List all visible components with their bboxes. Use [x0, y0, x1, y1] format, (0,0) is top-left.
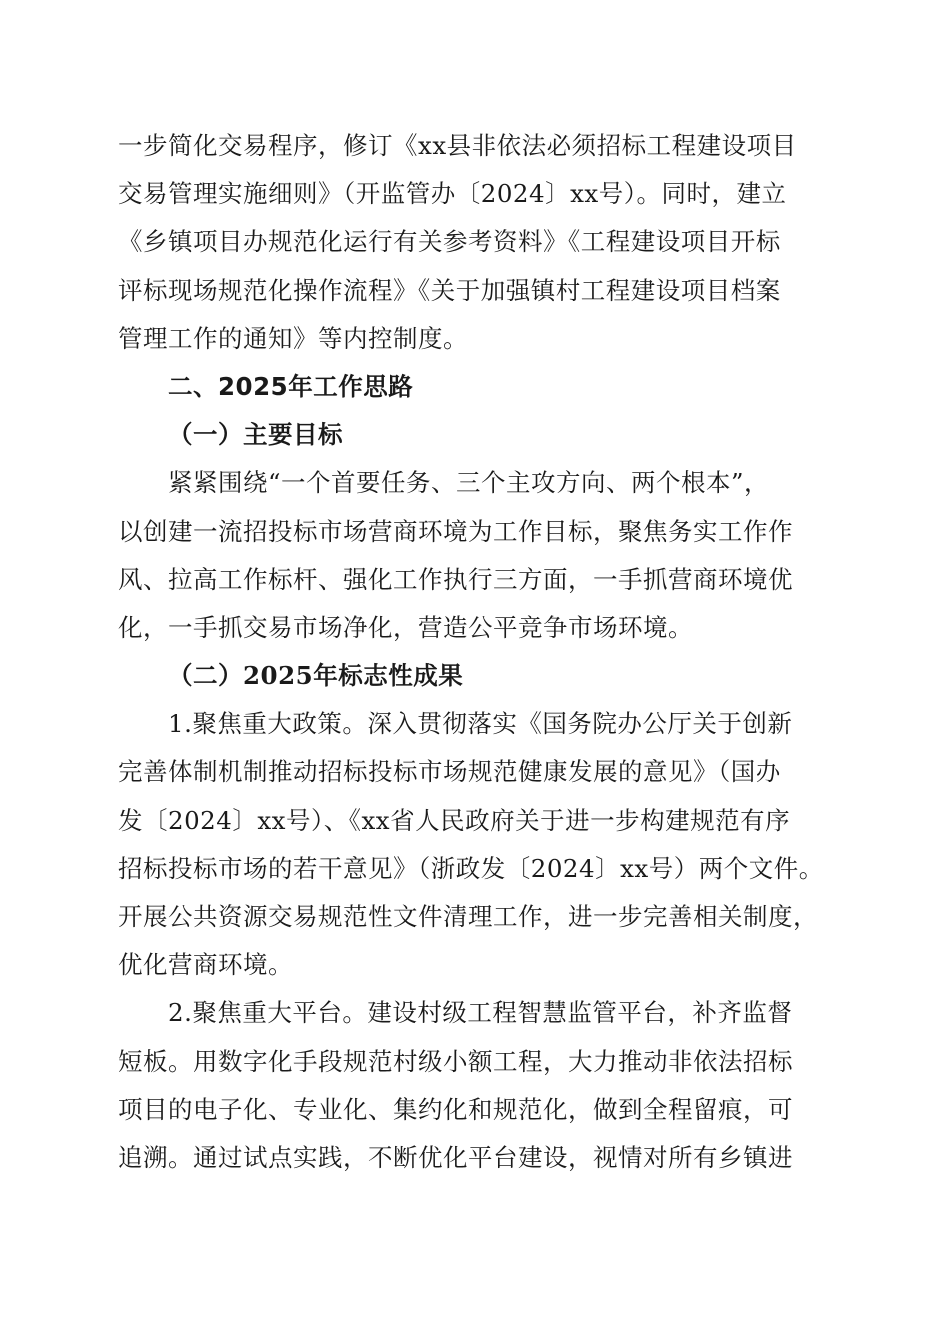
document-body: [118, 122, 838, 1182]
text-line: 2.聚焦重大平台。建设村级工程智慧监管平台，补齐监督: [168, 998, 793, 1028]
text-line: 开展公共资源交易规范性文件清理工作，进一步完善相关制度，: [118, 902, 818, 931]
text-line: 1.聚焦重大政策。深入贯彻落实《国务院办公厅关于创新: [168, 709, 793, 739]
text-line: 一步简化交易程序，修订《xx县非依法必须招标工程建设项目: [118, 131, 797, 160]
text-line: 评标现场规范化操作流程》《关于加强镇村工程建设项目档案: [118, 275, 781, 305]
text-line: 追溯。通过试点实践，不断优化平台建设，视情对所有乡镇进: [118, 1142, 793, 1172]
text-line: 以创建一流招投标市场营商环境为工作目标，聚焦务实工作作: [118, 516, 793, 546]
section-heading-2025-plan: 二、2025年工作思路: [168, 371, 414, 401]
paragraph-major-policies: [118, 700, 838, 989]
text-line: 《乡镇项目办规范化运行有关参考资料》《工程建设项目开标: [118, 227, 781, 257]
subsection-heading-landmark-results: （二）2025年标志性成果: [168, 661, 464, 691]
text-line: 管理工作的通知》等内控制度。: [118, 323, 468, 353]
subsection-heading-main-goals: （一）主要目标: [168, 420, 343, 450]
text-line: 优化营商环境。: [118, 950, 293, 980]
text-line: 完善体制机制推动招标投标市场规范健康发展的意见》（国办: [118, 757, 781, 787]
text-line: 招标投标市场的若干意见》（浙政发〔2024〕xx号）两个文件。: [118, 853, 824, 883]
text-line: 风、拉高工作标杆、强化工作执行三方面，一手抓营商环境优: [118, 564, 793, 594]
paragraph-major-platforms: [118, 989, 838, 1182]
paragraph-main-goals: [118, 459, 838, 652]
text-line: 项目的电子化、专业化、集约化和规范化，做到全程留痕，可: [118, 1094, 793, 1124]
text-line: 紧紧围绕“一个首要任务、三个主攻方向、两个根本”，: [168, 468, 770, 498]
text-line: 发〔2024〕xx号）、《xx省人民政府关于进一步构建规范有序: [118, 805, 791, 835]
paragraph-continued-procedures: [118, 122, 838, 363]
text-line: 短板。用数字化手段规范村级小额工程，大力推动非依法招标: [118, 1046, 793, 1076]
text-line: 交易管理实施细则》（开监管办〔2024〕xx号）。同时，建立: [118, 179, 787, 209]
text-line: 化，一手抓交易市场净化，营造公平竞争市场环境。: [118, 612, 693, 642]
